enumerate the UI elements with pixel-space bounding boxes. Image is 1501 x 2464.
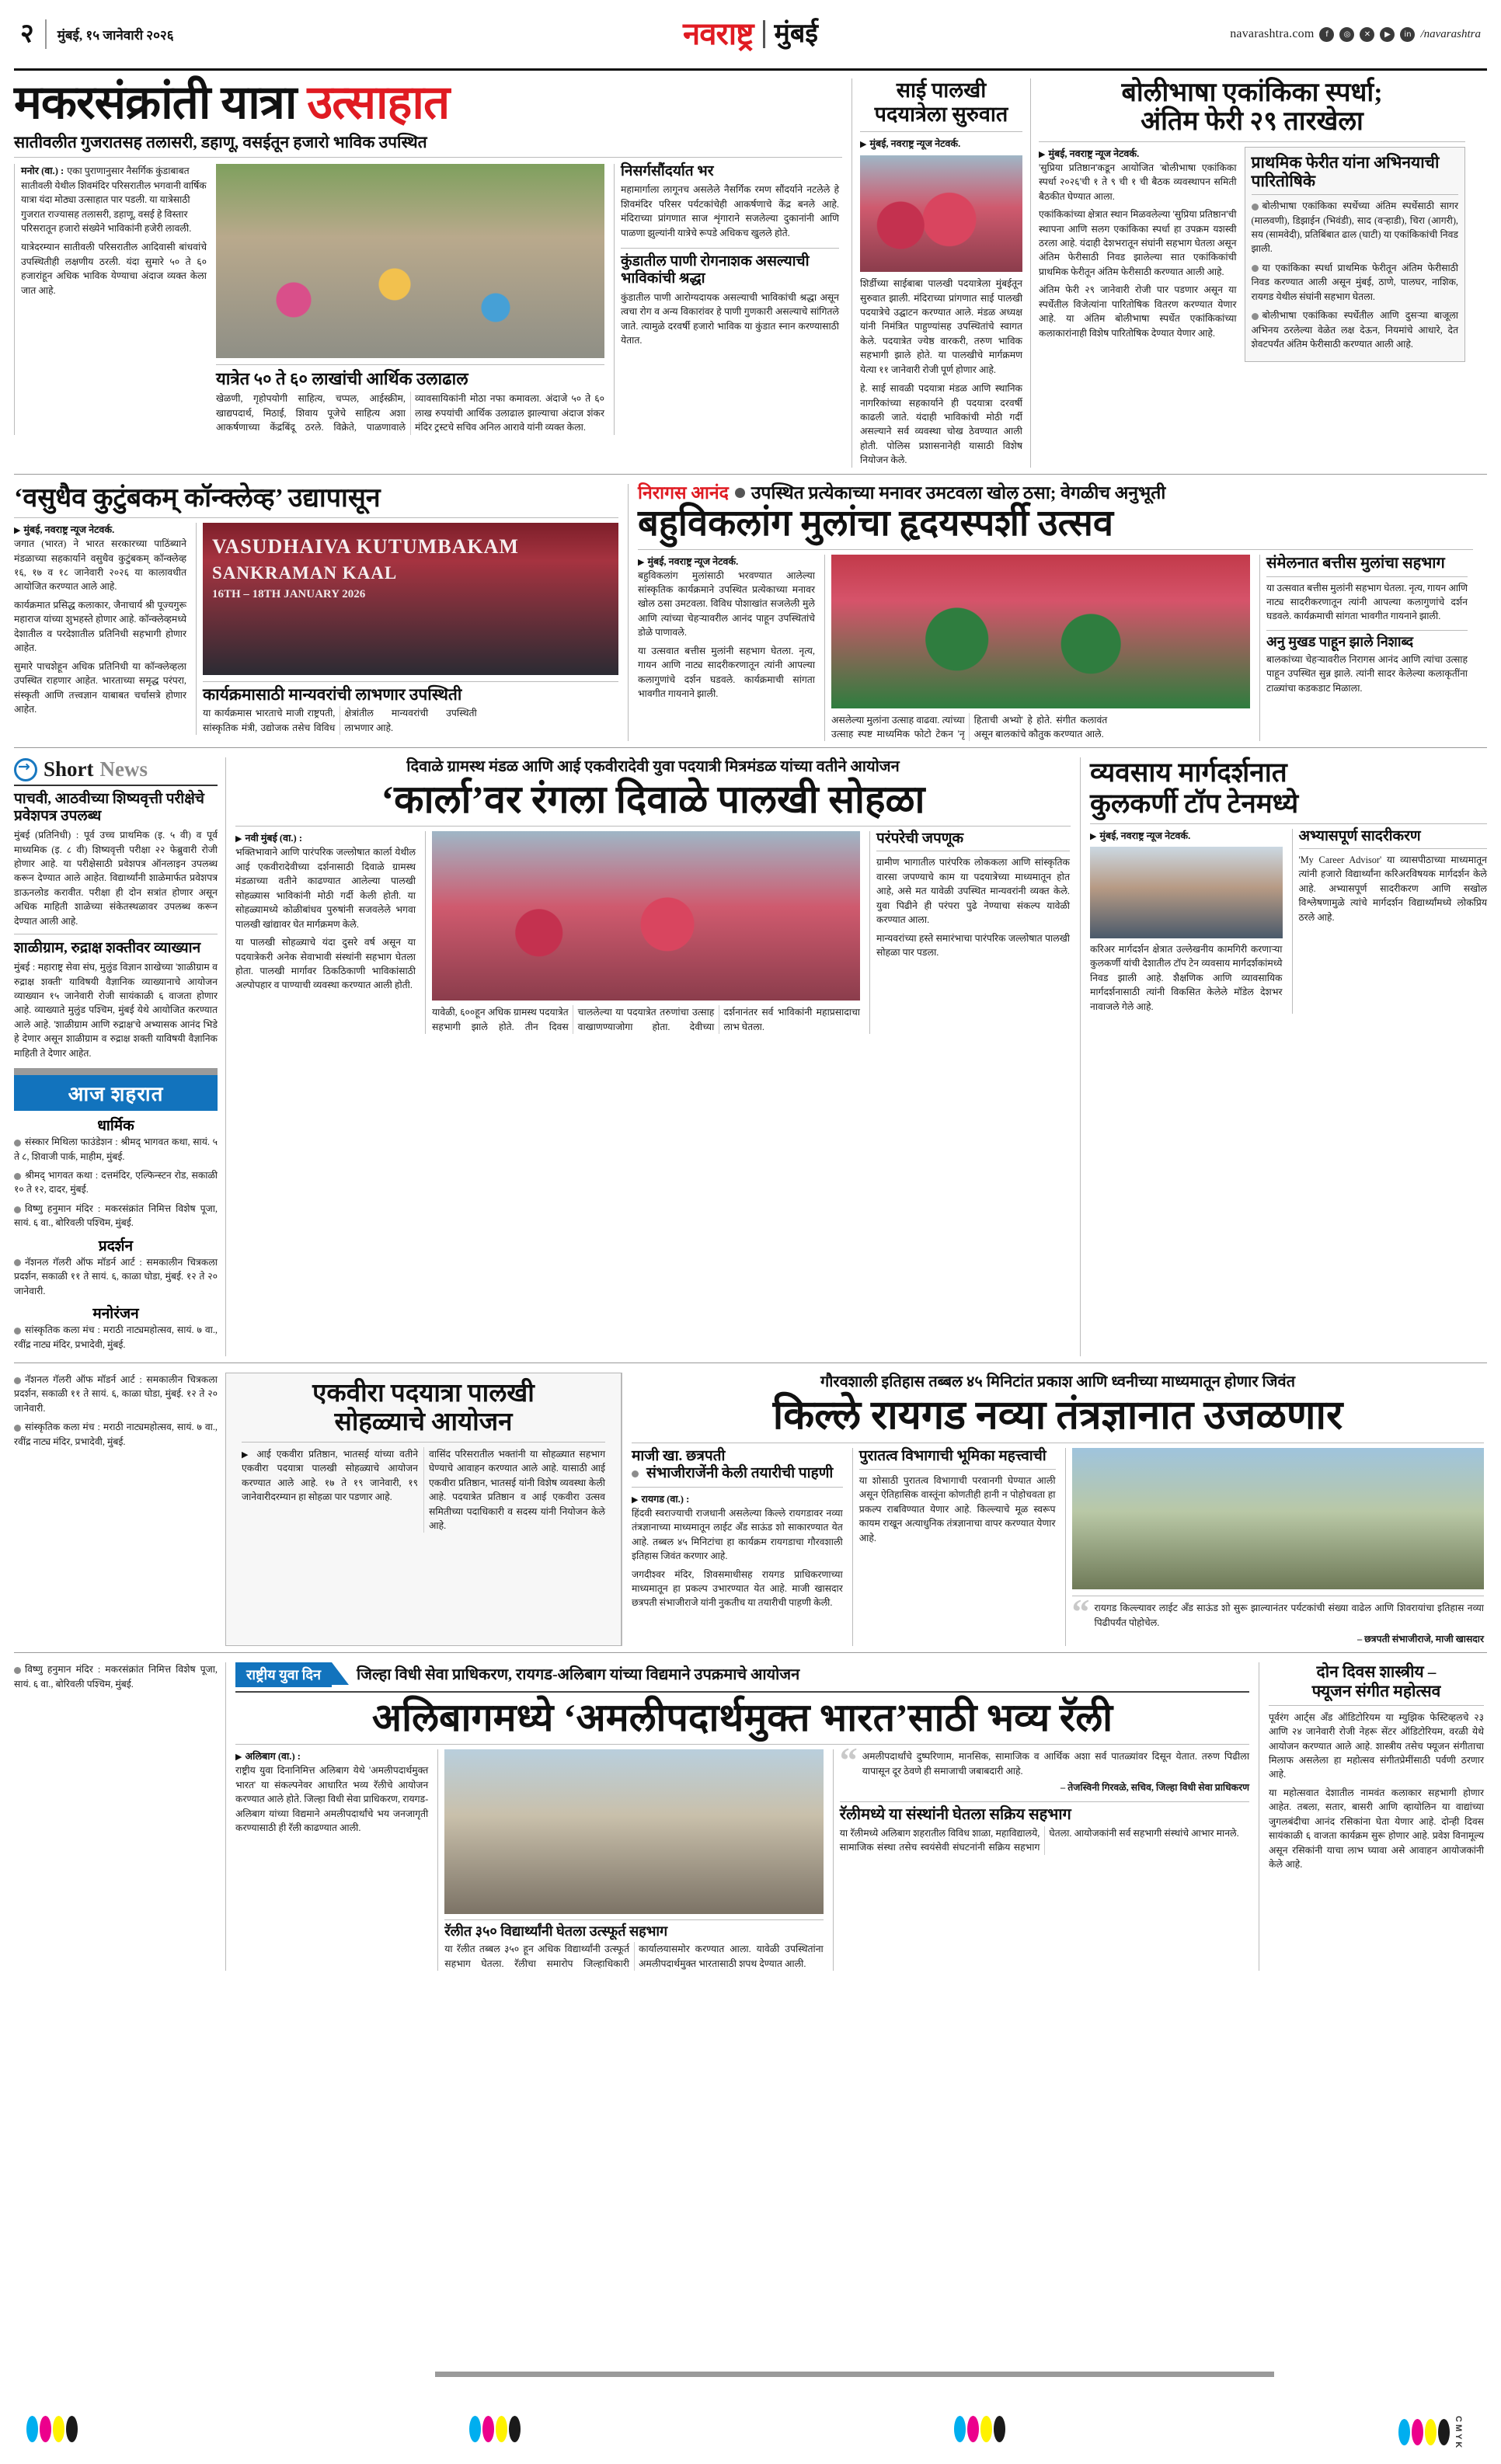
vasudhaiva-body: जगात (भारत) ने भारत सरकारच्या पाठिंब्याने मंडळाच्या सहकार्याने वसुधैव कुटुंबकम् कॉन्क्लेव्ह १६, १७ व १८ जानेवारी २०२६ या कालावधीत आयोजित करण्यात आले आहे. (14, 538, 186, 593)
divyang-headline: बहुविकलांग मुलांचा हृदयस्पर्शी उत्सव (638, 503, 1113, 544)
boli-headline-line2: अंतिम फेरी २९ तारखेला (1141, 107, 1363, 137)
left-sidebar-tail (14, 1662, 225, 1971)
raigad-body-2: जगदीश्वर मंदिर, शिवसमाधीसह रायगड प्राधिकरणाच्या माध्यमातून हा प्रकल्प उभारण्यात येत आहे. माजी खासदार छत्रपती संभाजीराजे यांनी नुकतीच या तयारीची पाहणी केली. (632, 1568, 843, 1609)
reg-dot-yellow (496, 2416, 507, 2442)
vasudhaiva-caption-body: या कार्यक्रमास भारताचे माजी राष्ट्रपती, सांस्कृतिक मंत्री, उद्योजक तसेच विविध क्षेत्रांतील मान्यवरांची उपस्थिती लाभणार आहे. (203, 708, 477, 733)
boli-body: 'सुप्रिया प्रतिष्ठान'कडून आयोजित 'बोलीभाषा एकांकिका स्पर्धा २०२६'ची १ ते ९ ची १ ची बैठक व्यवस्थापन समिती बैठकीत घेण्यात आला. (1039, 162, 1237, 202)
alibag-quote: अमलीपदार्थांचे दुष्परिणाम, मानसिक, सामाजिक व आर्थिक अशा सर्व पातळ्यांवर दिसून येतात. तरुण पिढीला यापासून दूर ठेवणे ही समाजाची जबाबदारी आहे. (862, 1751, 1249, 1777)
raigad-photo (1072, 1448, 1485, 1589)
zone-e (0, 1659, 1501, 1971)
reg-dot-magenta (482, 2416, 494, 2442)
vasudhaiva-story (14, 484, 628, 742)
masthead (0, 0, 1501, 68)
edition-label: मुंबई (774, 19, 818, 48)
divyang-story (628, 484, 1473, 742)
divyang-col-3 (1259, 555, 1468, 742)
karla-kicker: दिवाळे ग्रामस्थ मंडळ आणि आई एकवीरादेवी युवा पदयात्री मित्रमंडळ यांच्या वतीने आयोजन (406, 758, 900, 776)
divyang-sub-body: या उत्सवात बत्तीस मुलांनी सहभाग घेतला. नृत्य, गायन आणि नाट्य सादरीकरणातून त्यांनी आपल्या कलागुणांचे दर्शन घडवले. कार्यक्रमाची सांगता भावगीत गायनाने झाली. (1266, 582, 1468, 622)
reg-dot-magenta (1412, 2419, 1423, 2445)
national-youth-day-tag: राष्ट्रीय युवा दिन (235, 1662, 332, 1687)
short-news-item-body: मुंबई (प्रतिनिधी) : पूर्व उच्च प्राथमिक (इ. ५ वी) व पूर्व माध्यमिक (इ. ८ वी) शिष्यवृत्ती परीक्षा २२ फेब्रुवारी रोजी होणार आहे. या परीक्षेसाठी प्रवेशपत्र ऑनलाइन उपलब्ध करून देण्यात आले आहेत. विद्यार्थ्यांनी शाळेमार्फत प्रवेशपत्र डाऊनलोड करावीत. परीक्षा ही दोन सत्रांत होणार असून अधिक माहिती शाळेच्या संकेतस्थळावर उपलब्ध करून देण्यात आली आहे. (14, 830, 218, 927)
list-dot-icon (14, 1206, 21, 1213)
raigad-quote: रायगड किल्ल्यावर लाईट अँड साऊंड शो सुरू झाल्यानंतर पर्यटकांची संख्या वाढेल आणि शिवरायांचा इतिहास नव्या पिढीपर्यंत पोहोचेल. (1094, 1603, 1484, 1628)
lead-headline-black: मकरसंक्रांती यात्रा (14, 77, 297, 128)
karla-story (225, 757, 1080, 1356)
ekvira-item: वासिंद परिसरातील भक्तांनी या सोहळ्यात सहभाग घेण्याचे आवाहन करण्यात आले आहे. यासाठी आई एकवीरा प्रतिष्ठान, भातसई यांनी विशेष व्यवस्था केली आहे. पदयात्रेत प्रतिष्ठान व आई एकवीरा उत्सव समितीच्या पदाधिकारी व सदस्य यांनी नियोजन केले आहे. (429, 1448, 605, 1532)
alibag-headline: अलिबागमध्ये ‘अमलीपदार्थमुक्त भारत’साठी भव्य रॅली (371, 1696, 1113, 1740)
banner-subtext: SANKRAMAN KAAL (212, 563, 398, 583)
reg-dot-cyan (954, 2416, 966, 2442)
short-news-item (14, 791, 218, 928)
boli-sidebar-item: बोलीभाषा एकांकिका स्पर्धेच्या अंतिम स्पर्धेसाठी सागर (मालवणी), डिझाईन (भिवंडी), साद (वऱ्हाडी), चिरा (आगरी), सय (सामवेदी), प्रतिबिंबात ढाल (घाटी) या एकांकिकांची निवड झाली. (1251, 200, 1458, 255)
aaj-item: संस्कार मिथिला फाउंडेशन : श्रीमद् भागवत कथा, सायं. ५ ते ८, शिवाजी पार्क, माहीम, मुंबई. (14, 1136, 218, 1162)
raigad-kicker: गौरवशाली इतिहास तब्बल ४५ मिनिटांत प्रकाश आणि ध्वनीच्या माध्यमातून होणार जिवंत (820, 1373, 1296, 1390)
alibag-quote-by: – तेजस्विनी गिरवळे, सचिव, जिल्हा विधी सेवा प्राधिकरण (1060, 1782, 1249, 1794)
divyang-photo-caption: असलेल्या मुलांना उत्साह वाढवा. त्यांच्या उत्साह स्पष्ट माध्यमिक फोटो टेकन 'नृ हिताची अभ्यो' हे होते. संगीत कलावंत असून बालकांचे कौतुक करण्यात आले. (831, 714, 1108, 740)
boli-sidebar (1245, 147, 1465, 363)
masthead-right (1230, 27, 1481, 42)
raigad-photo-block (1065, 1448, 1485, 1646)
ekvira-item: ▶ आई एकवीरा प्रतिष्ठान, भातसई यांच्या वतीने एकवीरा पदयात्रा पालखी सोहळ्याचे आयोजन करण्यात आले आहे. १७ ते १९ जानेवारी, १९ जानेवारीदरम्यान हा सोहळा पार पडणार आहे. (242, 1448, 418, 1503)
reg-mark-group (26, 2416, 78, 2442)
aaj-item: सांस्कृतिक कला मंच : मराठी नाट्यमहोत्सव, सायं. ७ वा., रवींद्र नाट्य मंदिर, प्रभादेवी, मुंबई. (14, 1324, 218, 1350)
lead-headline (14, 78, 842, 127)
aaj-item: विष्णु हनुमान मंदिर : मकरसंक्रांत निमित्त विशेष पूजा, सायं. ६ वा., बोरिवली पश्चिम, मुंबई. (14, 1664, 218, 1690)
aaj-item: नॅशनल गॅलरी ऑफ मॉडर्न आर्ट : समकालीन चित्रकला प्रदर्शन, सकाळी ११ ते सायं. ६, काळा घोडा, मुंबई. १२ ते २० जानेवारी. (14, 1256, 218, 1296)
raigad-note-line1: माजी खा. छत्रपती (632, 1448, 726, 1465)
youtube-icon[interactable]: ▶ (1380, 27, 1395, 42)
lead-sub2-body: कुंडातील पाणी आरोग्यदायक असल्याची भाविकांची श्रद्धा असून त्वचा रोग व अन्य विकारांवर हे पाणी गुणकारी असल्याचे सांगितले जाते. त्यामुळे दरवर्षी हजारो भाविक या कुंडात स्नान करण्यासाठी येतात. (621, 291, 839, 346)
reg-dot-cyan (469, 2416, 481, 2442)
karla-body-2: या पालखी सोहळ्याचे यंदा दुसरे वर्ष असून या पदयात्रेकरी अनेक सेवाभावी संस्थांनी सहभाग घेतला होता. पालखी मार्गावर ठिकठिकाणी भाविकांसाठी अल्पोपहार व पाण्याची व्यवस्था करण्यात आली होती. (235, 937, 416, 991)
bullet-icon: ▶ (1039, 149, 1046, 159)
reg-dot-black (994, 2416, 1005, 2442)
alibag-byline: अलिबाग (वा.) : (245, 1751, 301, 1763)
boli-byline: मुंबई, नवराष्ट्र न्यूज नेटवर्क. (1048, 148, 1140, 159)
ekvira-story (225, 1373, 622, 1647)
lead-sub1-body: महामार्गाला लागूनच असलेले नैसर्गिक रमण सौंदर्याने नटलेले हे शिवमंदिर परिसर पर्यटकांचेही आकर्षणाचे केंद्र बनले आहे. मंदिराच्या प्रांगणात साज शृंगाराने सजलेल्या दुकानांनी आणि पाळणा झुल्यांनी यात्रेचे रूपडे अधिकच खुलले होते. (621, 184, 839, 238)
aaj-section-title: मनोरंजन (92, 1306, 139, 1323)
vyavasay-sub-body: 'My Career Advisor' या व्यासपीठाच्या माध्यमातून त्यांनी हजारो विद्यार्थ्यांना करिअरविषयक मार्गदर्शन केले आहे. अभ्यासपूर्ण सादरीकरण आणि सखोल विश्लेषणामुळे त्यांचे मार्गदर्शन विद्यार्थ्यांमध्ये लोकप्रिय ठरले आहे. (1298, 854, 1487, 923)
sai-photo (860, 155, 1022, 272)
lead-body-2: यात्रेदरम्यान सातीवली परिसरातील आदिवासी बांधवांचे उपस्थितीही लक्षणीय ठरली. यंदा सुमारे ५० ते ६० हजारांहून अधिक भाविक येण्याचा अंदाज व्यक्त केला जात आहे. (21, 242, 207, 296)
lead-photo (216, 164, 604, 358)
alibag-kicker: जिल्हा विधी सेवा प्राधिकरण, रायगड-अलिबाग यांच्या विद्यमाने उपक्रमाचे आयोजन (356, 1665, 800, 1683)
short-news-item (14, 940, 218, 1060)
divyang-photo (831, 555, 1250, 708)
reg-dot-black (509, 2416, 521, 2442)
reg-dot-magenta (967, 2416, 979, 2442)
raigad-sub-body: या शोसाठी पुरातत्व विभागाची परवानगी घेण्यात आली असून ऐतिहासिक वास्तूंना कोणतीही हानी न पोहोचवता हा प्रकल्प राबविण्यात येणार आहे. किल्ल्याचे मूळ स्वरूप कायम राखून अत्याधुनिक तंत्रज्ञानाचा वापर करण्यात येणार आहे. (858, 1474, 1056, 1543)
vasudhaiva-body-2: कार्यक्रमात प्रसिद्ध कलाकार, जैनाचार्य श्री पूज्यगुरू महाराज यांच्या शुभहस्ते होणार आहे. कॉन्क्लेव्हमध्ये देशातील व परदेशातील प्रतिनिधी सहभागी होणार आहेत. (14, 599, 186, 654)
aaj-section-title: प्रदर्शन (98, 1237, 134, 1255)
lead-col-1 (14, 164, 207, 434)
aaj-item: श्रीमद् भागवत कथा : दत्तमंदिर, एल्फिन्स्टन रोड, सकाळी १० ते १२, दादर, मुंबई. (14, 1170, 218, 1195)
divyang-sub2-title: अनु मुखड पाहून झाले निशाब्द (1266, 630, 1468, 649)
karla-caption: मान्यवरांच्या हस्ते समारंभाचा पारंपरिक जल्लोषात पालखी सोहळा पार पडला. (876, 932, 1070, 959)
masthead-left (20, 19, 174, 49)
divyang-col-1 (638, 555, 815, 742)
zone-lead (0, 71, 1501, 468)
fusion-body-2: या महोत्सवात देशातील नामवंत कलाकार सहभागी होणार आहेत. तबला, सतार, बासरी आणि व्हायोलिन या वाद्यांच्या जुगलबंदीचा आनंद रसिकांना घेता येणार आहे. दोन्ही दिवस सायंकाळी ६ वाजता कार्यक्रम सुरू होणार आहे. प्रवेश विनामूल्य असून रसिकांनी याचा लाभ घ्यावा असे आवाहन आयोजकांनी केले आहे. (1269, 1787, 1484, 1871)
zone-d (0, 1369, 1501, 1647)
divyang-sub2-body: बालकांच्या चेहऱ्यावरील निरागस आनंद आणि त्यांचा उत्साह पाहून उपस्थित सुन्न झाले. त्यांनी सादर केलेल्या कलाकृतींना टाळ्यांचा कडकडाट मिळाला. (1266, 653, 1468, 694)
bullet-icon: ▶ (235, 834, 242, 844)
zone-b (0, 481, 1501, 742)
list-dot-icon (14, 1173, 21, 1180)
list-dot-icon (14, 1140, 21, 1147)
lead-sub2-title: कुंडातील पाणी रोगनाशक असल्याची भाविकांची श्रद्धा (621, 248, 839, 287)
boli-sidebar-item: बोलीभाषा एकांकिका स्पर्धेतील आणि दुसऱ्या बाजूला अभिनय ठरलेल्या वेळेत लक्ष देऊन, नियमांचे आधारे, देत शेवटपर्यंत अंतिम फेरीसाठी करण्यात आली आहे. (1251, 310, 1458, 350)
quote-mark-icon: “ (1071, 1592, 1090, 1632)
karla-headline: ‘कार्ला’वर रंगला दिवाळे पालखी सोहळा (381, 778, 925, 822)
tag-arrow-icon (332, 1662, 349, 1685)
reg-mark-group (1398, 2416, 1463, 2448)
short-news-item-title: शाळीग्राम, रुद्राक्ष शक्तीवर व्याख्यान (14, 940, 201, 957)
short-news-title (14, 757, 218, 781)
sai-body: शिर्डीच्या साईबाबा पालखी पदयात्रेला मुंबईतून सुरुवात झाली. मंदिराच्या प्रांगणात साई पालखी पदयात्रेचे उद्घाटन करण्यात आले. मंडळ अध्यक्ष यांनी निमंत्रित पाहुण्यांसह उपस्थितांचे स्वागत केले. पदयात्रेत ज्येष्ठ वारकरी, तरुण भाविक सहभागी झाले होते. या पालखीचे मार्गक्रमण येत्या ११ जानेवारी रोजी पूर्ण होणार आहे. (860, 278, 1022, 375)
vyavasay-byline: मुंबई, नवराष्ट्र न्यूज नेटवर्क. (1099, 830, 1191, 841)
fusion-body: पूर्वरंग आर्ट्स अँड ऑडिटोरियम या म्युझिक फेस्टिव्हलचे २३ आणि २४ जानेवारी रोजी नेहरू सेंटर ऑडिटोरियम, वरळी येथे आयोजन करण्यात आले आहे. शास्त्रीय तसेच फ्यूजन संगीताचा मिलाफ असलेला हा महोत्सव संगीतप्रेमींसाठी पर्वणी ठरणार आहे. (1269, 1711, 1484, 1780)
divyang-kicker-red: निरागस आनंद (638, 482, 729, 503)
vasudhaiva-body-3: सुमारे पाचशेहून अधिक प्रतिनिधी या कॉन्क्लेव्हला उपस्थित राहणार आहेत. भारताच्या समृद्ध परंपरा, संस्कृती आणि तत्त्वज्ञान याबाबत चर्चासत्रे होणार आहेत. (14, 660, 186, 715)
reg-dot-magenta (40, 2416, 51, 2442)
vyavasay-story (1080, 757, 1487, 1356)
karla-sub-title: परंपरेची जपणूक (876, 830, 964, 847)
left-sidebar (14, 757, 225, 1356)
list-dot-icon (1252, 204, 1259, 211)
divyang-body: बहुविकलांग मुलांसाठी भरवण्यात आलेल्या सांस्कृतिक कार्यक्रमाने उपस्थित प्रत्येकाच्या मनावर खोल ठसा उमटवला. विविध पोशाखांत सजलेली मुले आणि त्यांच्या चेहऱ्यावरील आनंद पाहून उपस्थितांचे डोळे पाणावले. (638, 569, 815, 639)
arrow-circle-icon (14, 758, 37, 781)
raigad-col-1 (632, 1448, 843, 1646)
cmyk-label: C M Y K (1454, 2416, 1463, 2448)
divyang-sub-title: संमेलनात बत्तीस मुलांचा सहभाग (1266, 554, 1445, 572)
social-handle[interactable]: /navarashtra (1420, 27, 1481, 40)
lead-midbody: खेळणी, गृहोपयोगी साहित्य, चप्पल, आईस्क्रीम, खाद्यपदार्थ, मिठाई, शिवाय पूजेचे साहित्य अशा आकर्षणाच्या केंद्रबिंदू ठरले. विक्रेते, पाळणावाले व्यावसायिकांनी मोठा नफा कमावला. अंदाजे ५० ते ६० लाख रुपयांची आर्थिक उलाढाल झाल्याचा अंदाज शंकर मंदिर ट्रस्टचे सचिव अनिल आरावे यांनी व्यक्त केला. (216, 393, 604, 433)
aaj-shaharat-band: आज शहरात (14, 1075, 218, 1111)
left-sidebar-continued (14, 1373, 225, 1647)
alibag-sub-body: या रॅलीमध्ये अलिबाग शहरातील विविध शाळा, महाविद्यालये, सामाजिक संस्था तसेच स्वयंसेवी संघटनांनी सक्रिय सहभाग घेतला. आयोजकांनी सर्व सहभागी संस्थांचे आभार मानले. (839, 1827, 1239, 1853)
raigad-body: हिंदवी स्वराज्याची राजधानी असलेल्या किल्ले रायगडावर नव्या तंत्रज्ञानाच्या माध्यमातून लाईट अँड साऊंड शो साकारण्यात येत आहे. तब्बल ४५ मिनिटांचा हा कार्यक्रम रायगडाचा गौरवशाली इतिहास जिवंत करणार आहे. (632, 1507, 843, 1562)
karla-sub-body: ग्रामीण भागातील पारंपरिक लोककला आणि सांस्कृतिक वारसा जपण्याचे काम या पदयात्रेच्या माध्यमातून होत आहे, असे मत यावेळी उपस्थित मान्यवरांनी व्यक्त केले. युवा पिढीने ही परंपरा पुढे नेण्याचा संकल्प यावेळी करण्यात आला. (876, 857, 1070, 926)
karla-byline: नवी मुंबई (वा.) : (245, 833, 303, 844)
banner-text: VASUDHAIVA KUTUMBAKAM (212, 535, 519, 559)
masthead-date: मुंबई, १५ जानेवारी २०२६ (57, 27, 174, 43)
aaj-item: विष्णु हनुमान मंदिर : मकरसंक्रांत निमित्त विशेष पूजा, सायं. ६ वा., बोरिवली पश्चिम, मुंबई. (14, 1202, 218, 1229)
reg-dot-yellow (980, 2416, 992, 2442)
raigad-col-2 (852, 1448, 1056, 1646)
alibag-col-3 (833, 1740, 1249, 1971)
sai-body-2: हे. साई सावळी पदयात्रा मंडळ आणि स्थानिक नागरिकांच्या सहकार्याने ही पदयात्रा दरवर्षी काढली जाते. यंदाही भाविकांची मोठी गर्दी असल्याने सर्व व्यवस्था चोख ठेवण्यात आली होती. पोलिस प्रशासनानेही यासाठी विशेष नियोजन केले. (860, 383, 1022, 466)
reg-dot-yellow (53, 2416, 64, 2442)
bullet-icon: ▶ (1090, 831, 1097, 841)
lead-subhead: सातीवलीत गुजरातसह तलासरी, डहाणू, वसईतून हजारो भाविक उपस्थित (14, 132, 842, 158)
ekvira-headline-line2: सोहळ्याचे आयोजन (334, 1408, 513, 1436)
boli-headline-line1: बोलीभाषा एकांकिका स्पर्धा; (1121, 78, 1383, 107)
x-icon[interactable]: ✕ (1360, 27, 1374, 42)
fusion-story (1259, 1662, 1484, 1971)
raigad-quote-by: – छत्रपती संभाजीराजे, माजी खासदार (1356, 1634, 1484, 1645)
reg-mark-group (469, 2416, 521, 2442)
fusion-headline-line1: दोन दिवस शास्त्रीय – (1316, 1662, 1437, 1682)
vyavasay-photo (1090, 847, 1283, 938)
reg-dot-black (1438, 2419, 1450, 2445)
lead-story (14, 78, 851, 468)
ekvira-headline-line1: एकवीरा पदयात्रा पालखी (312, 1379, 535, 1408)
boli-sidebar-title: प्राथमिक फेरीत यांना अभिनयाची पारितोषिके (1251, 152, 1440, 190)
news-label: News (99, 757, 148, 781)
vasudhaiva-col-1 (14, 523, 186, 735)
list-dot-icon (14, 1328, 21, 1335)
alibag-sub2-body: या रॅलीत तब्बल ३५० हून अधिक विद्यार्थ्यांनी उत्स्फूर्त सहभाग घेतला. रॅलीचा समारोप जिल्हाधिकारी कार्यालयासमोर करण्यात आला. यावेळी उपस्थितांना अमलीपदार्थमुक्त भारतासाठी शपथ देण्यात आली. (444, 1944, 824, 1969)
alibag-col-1 (235, 1749, 428, 1971)
instagram-icon[interactable]: ◎ (1339, 27, 1354, 42)
masthead-divider (45, 19, 47, 49)
vasudhaiva-photo (203, 523, 618, 675)
lead-sub1-title: निसर्गसौंदर्यात भर (621, 163, 714, 180)
zone-c (0, 754, 1501, 1356)
alibag-story (225, 1662, 1259, 1971)
karla-photo-block (425, 831, 860, 1034)
bullet-icon: ▶ (14, 526, 21, 536)
banner-date: 16TH – 18TH JANUARY 2026 (212, 588, 366, 601)
aaj-section-title: धार्मिक (97, 1118, 134, 1135)
footer-rule (435, 2372, 1274, 2377)
list-dot-icon (1252, 313, 1259, 320)
vyavasay-headline-line2: कुलकर्णी टॉप टेनमध्ये (1090, 788, 1299, 819)
lead-byline: मनोर (वा.) : (21, 165, 64, 177)
quote-mark-icon: “ (839, 1740, 858, 1780)
short-news-item-title: पाचवी, आठवीच्या शिष्यवृत्ती परीक्षेचे प्रवेशपत्र उपलब्ध (14, 791, 204, 825)
fusion-headline-line2: फ्यूजन संगीत महोत्सव (1311, 1681, 1441, 1700)
grey-divider (14, 1068, 218, 1075)
sai-headline: साई पालखी पदयात्रेला सुरुवात (874, 78, 1008, 127)
raigad-byline: रायगड (वा.) : (641, 1493, 690, 1505)
vyavasay-body: करिअर मार्गदर्शन क्षेत्रात उल्लेखनीय कामगिरी करणाऱ्या कुलकर्णी यांची देशातील टॉप टेन व्यवसाय मार्गदर्शकांमध्ये निवड झाली आहे. शैक्षणिक आणि व्यावसायिक मार्गदर्शनासाठी त्यांनी विकसित केलेले मॉडेल देशभर नावाजले गेले आहे. (1090, 943, 1283, 1012)
vasudhaiva-photo-block (196, 523, 618, 735)
lead-photo-block (216, 164, 604, 434)
list-dot-icon (14, 1259, 21, 1266)
boli-sidebar-item: या एकांकिका स्पर्धा प्राथमिक फेरीतून अंतिम फेरीसाठी निवड करण्यात आली असून मुंबई, ठाणे, पालघर, नाशिक, रायगड येथील संघांनी सहभाग घेतला. (1251, 262, 1458, 302)
reg-dot-cyan (1398, 2419, 1410, 2445)
lead-body-1: एका पुराणानुसार नैसर्गिक कुंडाबाबत सातीवली येथील शिवमंदिर परिसरातील भगवानी वार्षिक यात्रा यंदा मोठ्या उत्साहात पार पडली. या यात्रेसाठी गुजरात राज्यासह तलासरी, डहाणू, वसई हे विस्तार परिसरातून हजारो संख्येने भाविकांनी हजेरी लावली. (21, 165, 207, 234)
short-news-item-body: मुंबई : महाराष्ट्र सेवा संघ, मुलुंड विज्ञान शाखेच्या 'शाळीग्राम व रुद्राक्ष शक्ती' याविषयी वैज्ञानिक व्याख्यानाचे आयोजन व्याख्यान १५ जानेवारी रोजी सायंकाळी ६ वाजता होणार आहे. व्याख्याते मुलुंड पश्चिम, मुंबई येथे आयोजित करण्यात आले आहे. 'शाळीग्राम आणि रुद्राक्ष'चे अभ्यासक आनंद भिडे हे देणार असून शाळीग्राम व रुद्राक्ष शक्ती याविषयी वैज्ञानिक माहिती ते देणार आहेत. (14, 962, 218, 1059)
reg-dot-black (66, 2416, 78, 2442)
vyavasay-col-1 (1090, 829, 1283, 1014)
boli-body-2: एकांकिकांच्या क्षेत्रात स्थान मिळवलेल्या 'सुप्रिया प्रतिष्ठान'ची स्थापना आणि सलग एकांकिका स्पर्धा हा उपक्रम यशस्वी ठरला आहे. यंदाही देशभरातून संघांनी सहभाग घेतला असून अंतिम फेरीसाठी निवड झालेल्या सात एकांकिकांची प्राथमिक फेरीतून अंतिम फेरीसाठी करण्यात आली आहे. (1039, 209, 1237, 277)
linkedin-icon[interactable]: in (1400, 27, 1415, 42)
karla-photo-caption: यावेळी, ६००हून अधिक ग्रामस्थ पदयात्रेत सहभागी झाले होते. तीन दिवस चाललेल्या या पदयात्रेत तरुणांचा उत्साह वाखाणण्याजोगा होता. देवीच्या दर्शनानंतर सर्व भाविकांनी महाप्रसादाचा लाभ घेतला. (432, 1007, 860, 1032)
lead-headline-red: उत्साहात (307, 77, 450, 128)
alibag-sub2-title: रॅलीत ३५० विद्यार्थ्यांनी घेतला उत्स्फूर्त सहभाग (444, 1919, 824, 1939)
bullet-icon: ▶ (235, 1752, 242, 1763)
karla-col-3 (869, 831, 1070, 1034)
vyavasay-sub-title: अभ्यासपूर्ण सादरीकरण (1298, 827, 1421, 844)
bullet-icon: ▶ (860, 140, 867, 150)
boli-body-3: अंतिम फेरी २९ जानेवारी रोजी पार पडणार असून या स्पर्धेतील विजेत्यांना पारितोषिक वितरण करण्यात येणार आहे. या अंतिम बोलीभाषा स्पर्धेत एकांकिकांच्या कलाकारांनाही विशेष पारितोषिक देण्यात येणार आहे. (1039, 284, 1237, 339)
divyang-byline: मुंबई, नवराष्ट्र न्यूज नेटवर्क. (647, 555, 739, 567)
alibag-sub-title: रॅलीमध्ये या संस्थांनी घेतला सक्रिय सहभाग (840, 1801, 1249, 1823)
vasudhaiva-byline: मुंबई, नवराष्ट्र न्यूज नेटवर्क. (23, 524, 115, 536)
raigad-headline: किल्ले रायगड नव्या तंत्रज्ञानात उजळणार (772, 1393, 1343, 1438)
list-dot-icon (14, 1377, 21, 1384)
reg-dot-yellow (1425, 2419, 1437, 2445)
vyavasay-col-2 (1292, 829, 1488, 1014)
sai-story (851, 78, 1030, 468)
reg-dot-cyan (26, 2416, 38, 2442)
short-label: Short (44, 757, 94, 781)
masthead-logo-group (683, 16, 818, 51)
raigad-story (622, 1373, 1484, 1647)
list-dot-icon (632, 1470, 639, 1477)
raigad-sub-title: पुरातत्व विभागाची भूमिका महत्त्वाची (858, 1448, 1047, 1465)
vasudhaiva-caption-title: कार्यक्रमासाठी मान्यवरांची लाभणार उपस्थिती (203, 681, 618, 703)
logo-divider (763, 20, 765, 48)
alibag-body: राष्ट्रीय युवा दिनानिमित्त अलिबाग येथे 'अमलीपदार्थमुक्त भारत' या संकल्पनेवर आधारित भव्य रॅलीचे आयोजन करण्यात आले होते. जिल्हा विधी सेवा प्राधिकरण, रायगड-अलिबाग यांच्या विद्यमाने अमलीपदार्थांचे भय जनजागृती करण्यासाठी ही रॅली काढण्यात आली. (235, 1765, 429, 1834)
reg-mark-group (954, 2416, 1005, 2442)
karla-col-1 (235, 831, 416, 1034)
list-dot-icon (14, 1667, 21, 1674)
navarashtra-logo: नवराष्ट्र (683, 16, 754, 51)
bullet-icon: ▶ (632, 1495, 639, 1505)
sai-byline: मुंबई, नवराष्ट्र न्यूज नेटवर्क. (869, 138, 961, 150)
bullet-icon: ▶ (242, 1450, 252, 1460)
list-dot-icon (1252, 265, 1259, 272)
bullet-icon: ▶ (638, 557, 645, 567)
boli-text-col (1039, 147, 1237, 363)
list-dot-icon (14, 1425, 21, 1432)
aaj-item: नॅशनल गॅलरी ऑफ मॉडर्न आर्ट : समकालीन चित्रकला प्रदर्शन, सकाळी ११ ते सायं. ६, काळा घोडा, मुंबई. १२ ते २० जानेवारी. (14, 1373, 218, 1414)
divyang-kicker-rest: उपस्थित प्रत्येकाच्या मनावर उमटवला खोल ठसा; वेगळीच अनुभूती (750, 482, 1166, 503)
divyang-body-2: या उत्सवात बत्तीस मुलांनी सहभाग घेतला. नृत्य, गायन आणि नाट्य सादरीकरणातून त्यांनी आपल्या कलागुणांचे दर्शन घडवले. कार्यक्रमाची सांगता भावगीत गायनाने झाली. (638, 645, 815, 700)
raigad-note-line2: संभाजीराजेंनी केली तयारीची पाहणी (646, 1464, 834, 1481)
website-url[interactable]: navarashtra.com (1230, 27, 1315, 40)
kicker-dot-icon (735, 488, 745, 498)
vyavasay-headline-line1: व्यवसाय मार्गदर्शनात (1090, 757, 1287, 788)
aaj-item: सांस्कृतिक कला मंच : मराठी नाट्यमहोत्सव, सायं. ७ वा., रवींद्र नाट्य मंदिर, प्रभादेवी, मुंबई. (14, 1422, 218, 1447)
divyang-photo-block (824, 555, 1250, 742)
karla-body: भक्तिभावाने आणि पारंपरिक जल्लोषात कार्ला येथील आई एकवीरादेवीच्या दर्शनासाठी दिवाळे ग्रामस्थ मंडळाच्या वतीने काढण्यात आलेल्या पालखी सोहळ्यास भाविकांनी मोठी गर्दी केली होती. या सोहळ्यामध्ये कोळीबांधव पुरुषांनी सजवलेले भगवा पालखी खांद्यावर घेत मार्गक्रमण केले. (235, 847, 416, 930)
lead-midhead: यात्रेत ५० ते ६० लाखांची आर्थिक उलाढाल (216, 364, 604, 388)
alibag-photo (444, 1749, 824, 1914)
boli-story (1030, 78, 1465, 468)
alibag-photo-block (437, 1749, 824, 1971)
registration-marks (0, 2411, 1501, 2450)
facebook-icon[interactable]: f (1319, 27, 1334, 42)
karla-photo (432, 831, 860, 1001)
page-number: २ (20, 19, 34, 48)
vasudhaiva-headline: ‘वसुधैव कुटुंबकम् कॉन्क्लेव्ह’ उद्यापासून (14, 483, 381, 513)
lead-col-3 (614, 164, 839, 434)
